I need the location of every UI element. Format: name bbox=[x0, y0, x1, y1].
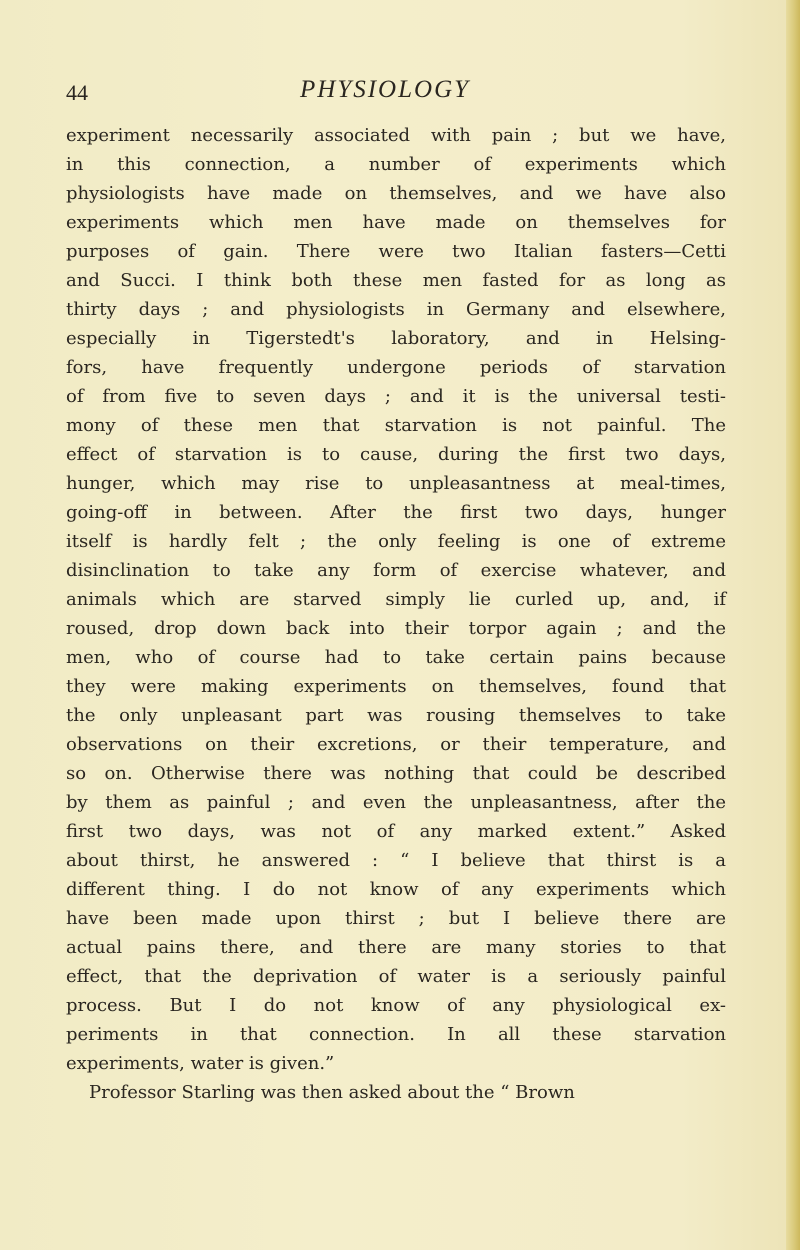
text-line: of from five to seven days ; and it is the universal testi- bbox=[66, 386, 726, 407]
text-line: thirty days ; and physiologists in Germany and elsewhere, bbox=[66, 299, 726, 320]
text-line: have been made upon thirst ; but I believe there are bbox=[66, 908, 726, 929]
text-line: experiments which men have made on themselves for bbox=[66, 212, 726, 233]
text-line: first two days, was not of any marked extent.” Asked bbox=[66, 821, 726, 842]
text-line: the only unpleasant part was rousing themselves to take bbox=[66, 705, 726, 726]
page-number: 44 bbox=[66, 80, 88, 105]
text-line: purposes of gain. There were two Italian fasters—Cetti bbox=[66, 241, 726, 262]
text-line: periments in that connection. In all these starvation bbox=[66, 1024, 726, 1045]
text-line: different thing. I do not know of any experiments which bbox=[66, 879, 726, 900]
text-line: and Succi. I think both these men fasted for as long as bbox=[66, 270, 726, 291]
body-text bbox=[66, 121, 726, 1107]
text-line: physiologists have made on themselves, and we have also bbox=[66, 183, 726, 204]
text-line: itself is hardly felt ; the only feeling is one of extreme bbox=[66, 531, 726, 552]
text-line: process. But I do not know of any physiological ex- bbox=[66, 995, 726, 1016]
text-line: mony of these men that starvation is not painful. The bbox=[66, 415, 726, 436]
text-line: roused, drop down back into their torpor again ; and the bbox=[66, 618, 726, 639]
page-header bbox=[0, 74, 800, 110]
text-line: Professor Starling was then asked about the “ Brown bbox=[89, 1082, 575, 1103]
text-line: experiment necessarily associated with pain ; but we have, bbox=[66, 125, 726, 146]
text-line: fors, have frequently undergone periods of starvation bbox=[66, 357, 726, 378]
text-line: experiments, water is given.” bbox=[66, 1053, 335, 1074]
text-line: men, who of course had to take certain pains because bbox=[66, 647, 726, 668]
text-line: effect, that the deprivation of water is a seriously painful bbox=[66, 966, 726, 987]
text-line: hunger, which may rise to unpleasantness at meal-times, bbox=[66, 473, 726, 494]
text-line: effect of starvation is to cause, during the first two days, bbox=[66, 444, 726, 465]
text-line: going-off in between. After the first two days, hunger bbox=[66, 502, 726, 523]
text-line: observations on their excretions, or their temperature, and bbox=[66, 734, 726, 755]
text-line: actual pains there, and there are many stories to that bbox=[66, 937, 726, 958]
text-line: they were making experiments on themselves, found that bbox=[66, 676, 726, 697]
running-head: PHYSIOLOGY bbox=[300, 76, 471, 103]
text-line: disinclination to take any form of exercise whatever, and bbox=[66, 560, 726, 581]
text-line: about thirst, he answered : “ I believe that thirst is a bbox=[66, 850, 726, 871]
text-line: in this connection, a number of experiments which bbox=[66, 154, 726, 175]
text-line: by them as painful ; and even the unpleasantness, after the bbox=[66, 792, 726, 813]
text-line: so on. Otherwise there was nothing that could be described bbox=[66, 763, 726, 784]
text-line: animals which are starved simply lie curled up, and, if bbox=[66, 589, 726, 610]
page-edge bbox=[786, 0, 800, 1250]
text-line: especially in Tigerstedt's laboratory, and in Helsing- bbox=[66, 328, 726, 349]
